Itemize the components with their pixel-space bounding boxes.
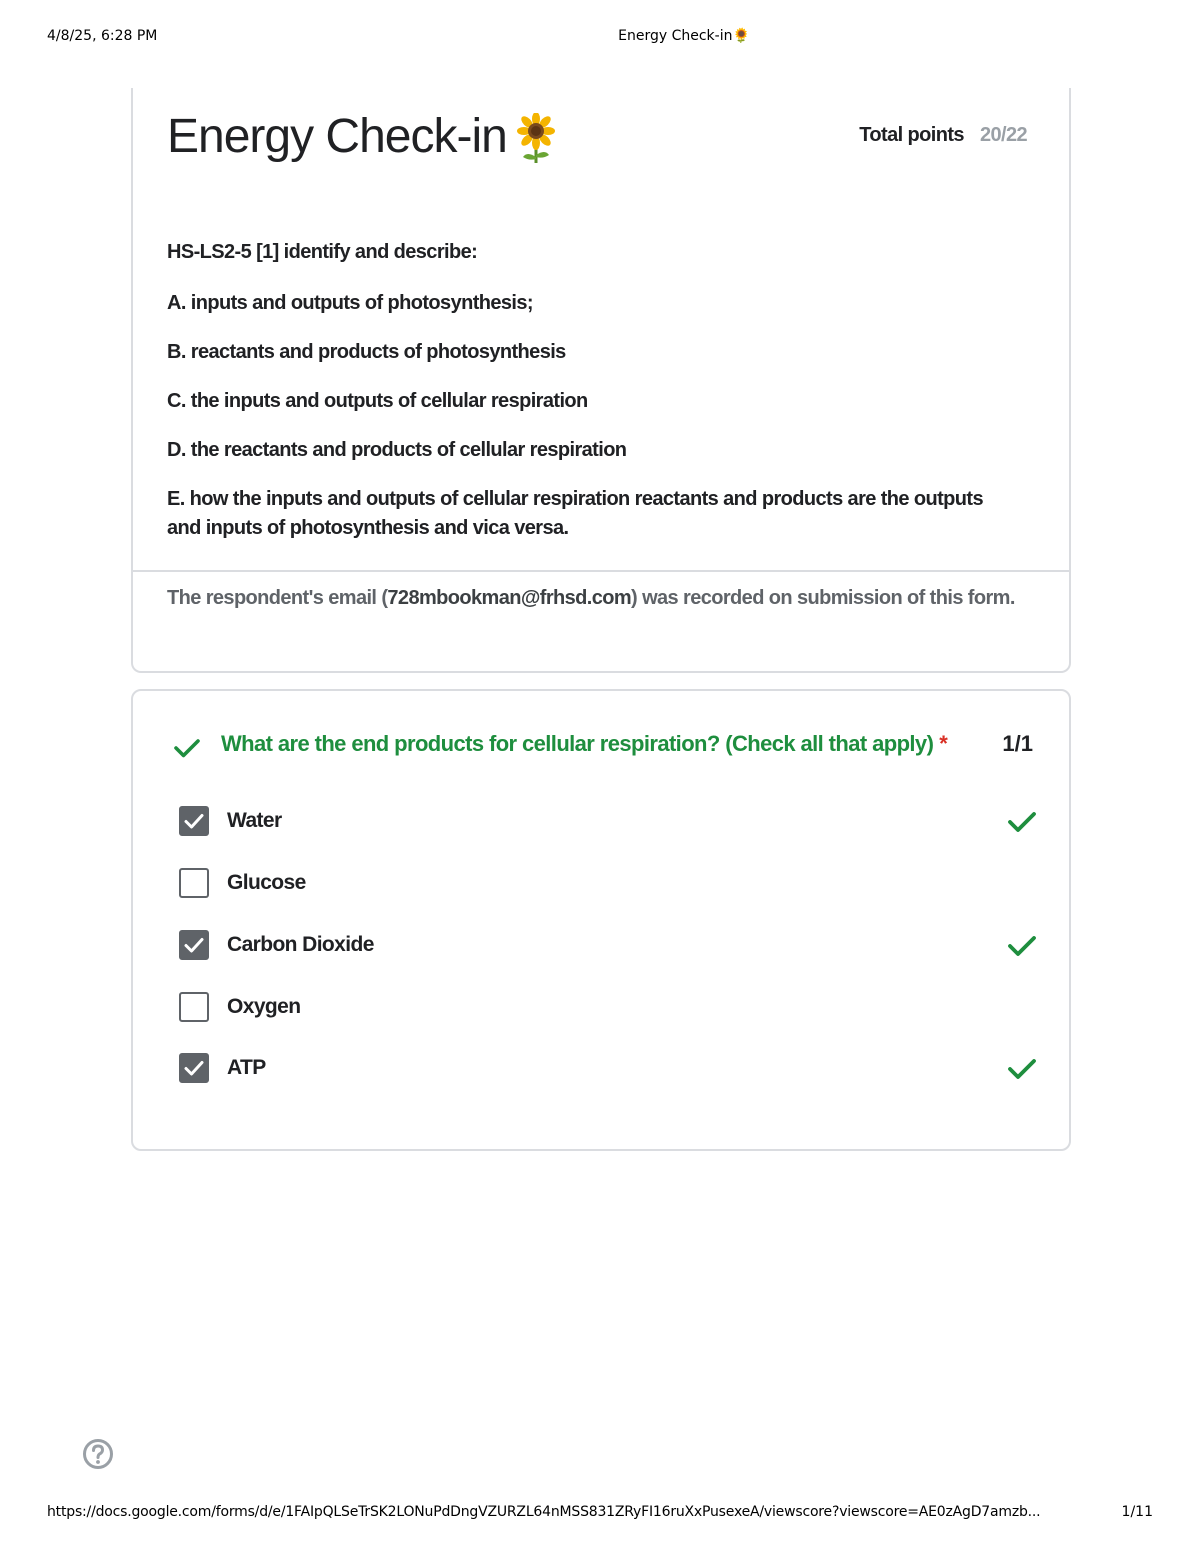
option-label: Water (227, 809, 282, 832)
checkbox-checked[interactable] (179, 806, 209, 836)
option-label: Glucose (227, 871, 306, 894)
correct-check-icon (1005, 804, 1039, 838)
page-url: https://docs.google.com/forms/d/e/1FAIpQLSeTrSK2LONuPdDngVZURZL64nMSS831ZRyFI16ruXxPusexeA/viewscore?viewscore=AE0zAgD7amzb... (47, 1504, 1041, 1520)
description-line: E. how the inputs and outputs of cellular respiration reactants and products are the outputs and inputs of photosynthesis and vica versa. (167, 488, 984, 539)
description-line: D. the reactants and products of cellular respiration (167, 439, 627, 461)
help-icon[interactable] (82, 1438, 114, 1470)
option-atp (179, 1053, 1039, 1087)
form-title (167, 106, 559, 168)
checkbox-unchecked[interactable] (179, 992, 209, 1022)
question-score: 1/1 (1002, 731, 1033, 756)
checkbox-checked[interactable] (179, 1053, 209, 1083)
respondent-email: 728mbookman@frhsd.com (387, 587, 632, 609)
print-page-title: Energy Check-in🌻 (618, 28, 750, 44)
total-points-label: Total points (859, 124, 964, 146)
email-recorded-note (167, 584, 1027, 613)
option-glucose (179, 868, 1039, 902)
question-title (221, 729, 1001, 759)
checkmark-icon (183, 810, 205, 832)
checkmark-icon (183, 934, 205, 956)
description-line: B. reactants and products of photosynthesis (167, 341, 566, 363)
option-label: Carbon Dioxide (227, 933, 374, 956)
page-number: 1/11 (1121, 1504, 1153, 1520)
form-header-card (131, 88, 1071, 673)
form-title-text: Energy Check-in (167, 110, 507, 163)
sunflower-icon (513, 113, 559, 165)
question-text: What are the end products for cellular respiration? (Check all that apply) (221, 731, 934, 756)
correct-check-icon (1005, 1051, 1039, 1085)
question-card (131, 689, 1071, 1151)
option-label: Oxygen (227, 995, 301, 1018)
option-water (179, 806, 1039, 840)
form-description (167, 238, 1007, 543)
option-oxygen (179, 992, 1039, 1026)
total-points-value: 20/22 (979, 124, 1027, 146)
print-datetime: 4/8/25, 6:28 PM (47, 28, 158, 44)
email-note-prefix: The respondent's email ( (167, 587, 388, 609)
description-line: HS-LS2-5 [1] identify and describe: (167, 241, 478, 263)
description-line: A. inputs and outputs of photosynthesis; (167, 292, 533, 314)
required-marker: * (939, 731, 948, 756)
print-header (0, 28, 1200, 48)
checkbox-unchecked[interactable] (179, 868, 209, 898)
total-points (859, 124, 1027, 147)
correct-check-icon (1005, 928, 1039, 962)
checkmark-icon (183, 1057, 205, 1079)
correct-check-icon (171, 731, 203, 763)
checkbox-checked[interactable] (179, 930, 209, 960)
email-note-suffix: ) was recorded on submission of this form. (631, 587, 1015, 609)
option-carbon-dioxide (179, 930, 1039, 964)
description-line: C. the inputs and outputs of cellular respiration (167, 390, 588, 412)
option-label: ATP (227, 1056, 266, 1079)
divider (133, 570, 1069, 572)
print-footer (0, 1504, 1200, 1524)
